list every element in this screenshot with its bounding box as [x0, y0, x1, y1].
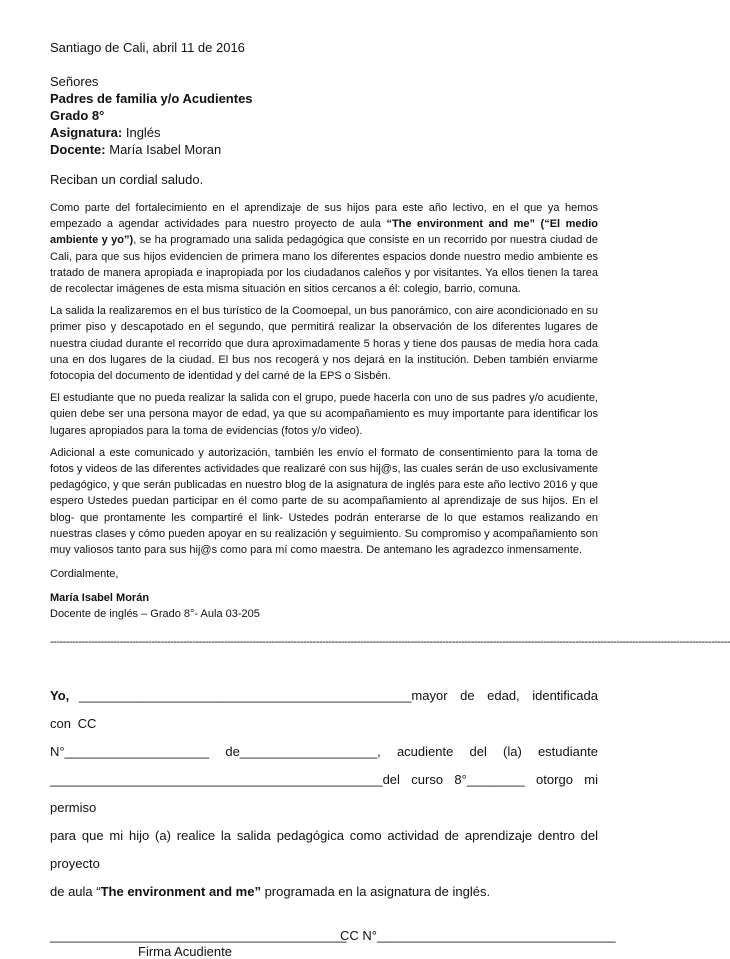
teacher-label: Docente:: [50, 142, 106, 157]
form-word-del: del: [469, 744, 487, 760]
greeting: Reciban un cordial saludo.: [50, 172, 204, 187]
grade: Grado 8°: [50, 108, 105, 123]
recipients: Padres de familia y/o Acudientes: [50, 91, 253, 106]
form-line-5-end: programada en la asignatura de inglés.: [260, 884, 491, 900]
letter-header: [50, 40, 598, 157]
form-word-acudiente: acudiente: [396, 744, 454, 760]
name-blank[interactable]: ______________________________________________: [69, 688, 412, 704]
subject-label: Asignatura:: [50, 125, 123, 140]
letter-page: [50, 40, 730, 959]
form-line-1: [50, 682, 598, 738]
cc-place-blank[interactable]: de___________________,: [225, 744, 381, 760]
cut-separator: -----------------------------------------------------------------------------------------------------------------------------------------------------------------------------------------------------------------------: [50, 636, 730, 649]
signature-row: [50, 928, 616, 944]
subject-value: Inglés: [122, 125, 161, 140]
paragraph-3: El estudiante que no pueda realizar la salida con el grupo, puede hacerla con uno de sus padres y/o acudiente, quien debe ser una persona mayor de edad, ya que su acompañamiento es muy importante para identificar los lugares apropiados para la toma de evidencias (fotos y/o video).: [50, 392, 598, 437]
form-line-5-start: de aula “: [50, 884, 101, 900]
signer-name: María Isabel Morán: [50, 592, 150, 605]
paragraph-2: La salida la realizaremos en el bus turístico de la Coomoepal, un bus panorámico, con aire acondicionado en su primer piso y descapotado en el segundo, que permitirá realizar la observación de los diferentes lugares de nuestra ciudad durante el recorrido que dura aproximadamente 5 horas y tiene dos pausas de media hora cada una en dos lugares de la ciudad. El bus nos recogerá y nos dejará en la institución. Deben también enviarme fotocopia del documento de identidad y del carné de la EPS o Sisbén.: [50, 305, 598, 383]
form-project-name: The environment and me”: [100, 884, 261, 900]
paragraph-1-start: Como parte del fortalecimiento en el aprendizaje de sus hijos para este año lectivo, en el que ya hemos empezado a agendar actividades para nuestro proyecto de aula: [50, 202, 598, 231]
signature-line[interactable]: _________________________________________: [50, 928, 347, 944]
paragraph-1: [50, 200, 598, 297]
form-line-1-rest: mayor de edad, identificada con CC: [50, 688, 598, 732]
project-name: “The environment and me” (“El medio ambiente y yo”): [50, 218, 598, 247]
teacher-line: [50, 142, 598, 157]
signer-role: Docente de inglés – Grado 8°- Aula 03-205: [50, 608, 260, 621]
consent-form: [50, 682, 598, 906]
cc-line[interactable]: CC N°_________________________________: [340, 928, 616, 944]
form-line-3[interactable]: ______________________________________________del curso 8°________ otorgo mi permiso: [50, 772, 598, 816]
form-word-estudiante: estudiante: [537, 744, 598, 760]
form-line-5: [50, 878, 598, 906]
form-line-4: para que mi hijo (a) realice la salida pedagógica como actividad de aprendizaje dentro del proyecto: [50, 828, 598, 872]
subject-line: [50, 125, 598, 140]
signature-caption: Firma Acudiente: [138, 944, 232, 959]
farewell: Cordialmente,: [50, 568, 119, 581]
cc-number-blank[interactable]: N°____________________: [50, 744, 210, 760]
paragraph-4: Adicional a este comunicado y autorización, también les envío el formato de consentimiento para la toma de fotos y videos de las diferentes actividades que realizaré con sus hij@s, las cuales serán de uso exclusivamente pedagógico, y que serán publicadas en nuestro blog de la asignatura de inglés para este año lectivo 2016 y que espero Ustedes puedan participar en él como parte de su acompañamiento al aprendizaje de sus hijos. En el blog- que prontamente les compartiré el link- Ustedes podrán enterarse de lo que estamos realizando en nuestras clases y cómo pueden apoyar en su realización y seguimiento. Su compromiso y acompañamiento son muy valiosos tanto para sus hij@s como para mí como maestra. De antemano les agradezco inmensamente.: [50, 446, 599, 557]
date-line: Santiago de Cali, abril 11 de 2016: [50, 40, 245, 55]
paragraph-1-end: , se ha programado una salida pedagógica que consiste en un recorrido por nuestra ciudad de Cali, para que sus hijos evidencien de primera mano los diferentes espacios donde nuestro medio ambiente es tratado de manera apropiada e inapropiada por los ciudadanos caleños y por visitantes. Ya ellos tienen la tarea de recolectar imágenes de esta misma situación en sitios cercanos a él: colegio, barrio, comuna.: [50, 234, 598, 296]
form-line-2: [50, 738, 598, 766]
teacher-value: María Isabel Moran: [105, 142, 222, 157]
form-yo-label: Yo,: [50, 688, 70, 704]
form-word-la: (la): [503, 744, 522, 760]
salutation: Señores: [50, 74, 99, 89]
